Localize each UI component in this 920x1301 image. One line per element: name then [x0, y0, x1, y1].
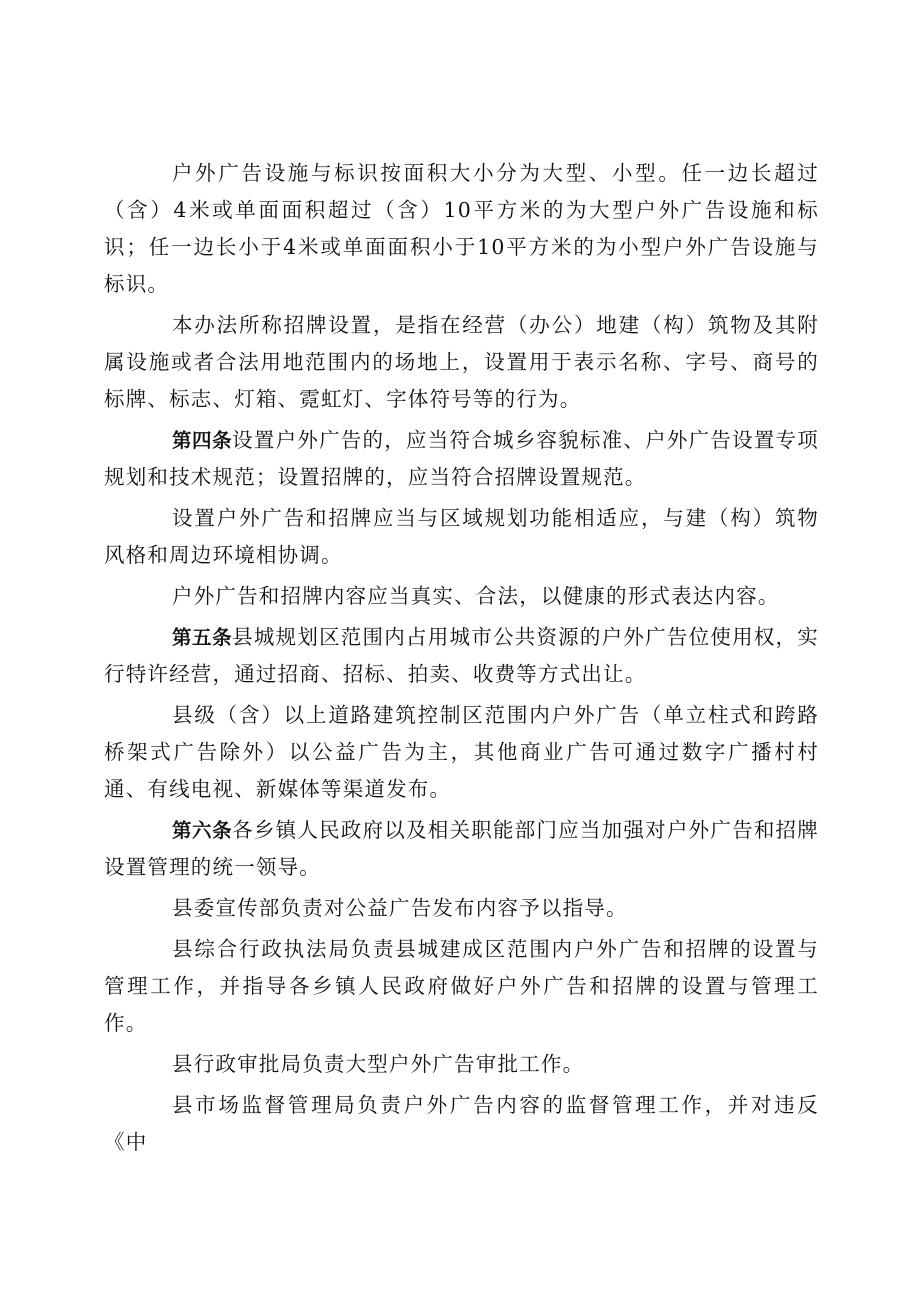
paragraph-article-6 [104, 812, 819, 890]
paragraph-approval-bureau [104, 1046, 819, 1087]
paragraph-article-5 [104, 619, 819, 697]
paragraph-public-service-ads [104, 697, 819, 812]
paragraph-planning-coordination [104, 500, 819, 578]
paragraph-text: 县级（含）以上道路建筑控制区范围内户外广告（单立柱式和跨路桥架式广告除外）以公益广告为主，其他商业广告可通过数字广播村村通、有线电视、新媒体等渠道发布。 [104, 703, 819, 801]
paragraph-text: 户外广告设施与标识按面积大小分为大型、小型。任一边长超过（含）4米或单面面积超过（含）10平方米的为大型户外广告设施和标识；任一边长小于4米或单面面积小于10平方米的为小型户外广告设施与标识。 [104, 161, 819, 296]
paragraph-law-enforcement-bureau [104, 931, 819, 1046]
paragraph-propaganda-dept [104, 890, 819, 931]
paragraph-text: 县城规划区范围内占用城市公共资源的户外广告位使用权，实行特许经营，通过招商、招标、拍卖、收费等方式出让。 [104, 625, 819, 686]
paragraph-text: 县市场监督管理局负责户外广告内容的监督管理工作，并对违反《中 [104, 1093, 819, 1154]
paragraph-market-supervision [104, 1087, 819, 1165]
body-text [104, 155, 819, 1165]
paragraph-text: 本办法所称招牌设置，是指在经营（办公）地建（构）筑物及其附属设施或者合法用地范围内的场地上，设置用于表示名称、字号、商号的标牌、标志、灯箱、霓虹灯、字体符号等的行为。 [104, 313, 819, 411]
paragraph-signboard-definition [104, 307, 819, 422]
paragraph-text: 户外广告和招牌内容应当真实、合法，以健康的形式表达内容。 [172, 584, 780, 608]
paragraph-text: 县委宣传部负责对公益广告发布内容予以指导。 [172, 896, 628, 920]
article-number: 第四条 [172, 429, 233, 452]
paragraph-article-4 [104, 422, 819, 500]
paragraph-text: 县综合行政执法局负责县城建成区范围内户外广告和招牌的设置与管理工作，并指导各乡镇人民政府做好户外广告和招牌的设置与管理工作。 [104, 937, 819, 1035]
paragraph-content-legality [104, 578, 819, 619]
paragraph-text: 设置户外广告和招牌应当与区域规划功能相适应，与建（构）筑物风格和周边环境相协调。 [104, 506, 819, 567]
paragraph-text: 县行政审批局负责大型户外广告审批工作。 [172, 1052, 585, 1076]
paragraph-ad-size-classification [104, 155, 819, 307]
paragraph-text: 设置户外广告的，应当符合城乡容貌标准、户外广告设置专项规划和技术规范；设置招牌的，应当符合招牌设置规范。 [104, 428, 819, 489]
article-number: 第五条 [172, 626, 233, 649]
article-number: 第六条 [172, 819, 233, 842]
paragraph-text: 各乡镇人民政府以及相关职能部门应当加强对户外广告和招牌设置管理的统一领导。 [104, 818, 819, 879]
